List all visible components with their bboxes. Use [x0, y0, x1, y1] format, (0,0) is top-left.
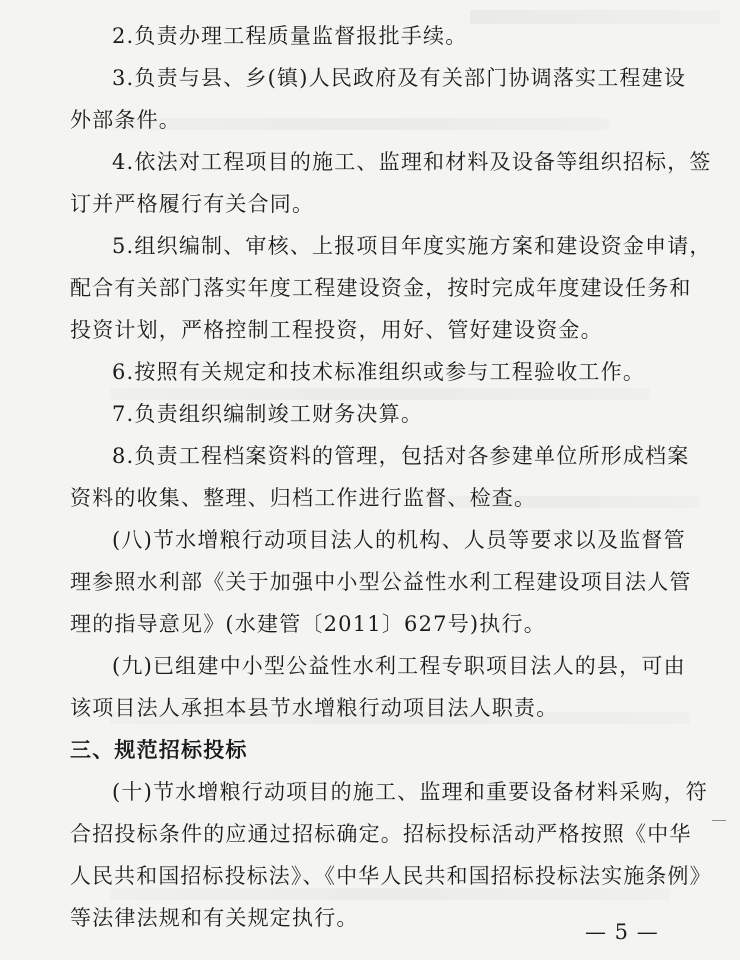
paragraph-line: 5.组织编制、审核、上报项目年度实施方案和建设资金申请， [112, 234, 712, 258]
paragraph-line: 外部条件。 [70, 108, 181, 132]
paragraph-line: 4.依法对工程项目的施工、监理和材料及设备等组织招标，签 [112, 150, 712, 174]
paragraph-line: 等法律法规和有关规定执行。 [70, 906, 359, 930]
paragraph-line: 8.负责工程档案资料的管理，包括对各参建单位所形成档案 [112, 444, 690, 468]
paragraph-line: 人民共和国招标投标法》、《中华人民共和国招标投标法实施条例》 [70, 864, 712, 888]
paragraph-line: 投资计划，严格控制工程投资，用好、管好建设资金。 [70, 318, 603, 342]
paragraph-line: 合招投标条件的应通过招标确定。招标投标活动严格按照《中华 [70, 822, 692, 846]
paragraph-line: 订并严格履行有关合同。 [70, 192, 315, 216]
paragraph-line: 资料的收集、整理、归档工作进行监督、检查。 [70, 486, 537, 510]
paragraph-line: 6.按照有关规定和技术标准组织或参与工程验收工作。 [112, 360, 646, 384]
paragraph-line: 理参照水利部《关于加强中小型公益性水利工程建设项目法人管 [70, 570, 692, 594]
paragraph-line: 配合有关部门落实年度工程建设资金，按时完成年度建设任务和 [70, 276, 692, 300]
paragraph-line: (八)节水增粮行动项目法人的机构、人员等要求以及监督管 [112, 528, 686, 552]
paragraph-line: 7.负责组织编制竣工财务决算。 [112, 402, 424, 426]
page-number: — 5 — [585, 920, 659, 944]
section-heading: 三、规范招标投标 [70, 738, 248, 762]
paragraph-line: (九)已组建中小型公益性水利工程专职项目法人的县，可由 [112, 654, 686, 678]
paragraph-line: 3.负责与县、乡(镇)人民政府及有关部门协调落实工程建设 [112, 66, 687, 90]
paragraph-line: 理的指导意见》(水建管〔2011〕627号)执行。 [70, 612, 546, 636]
paragraph-line: (十)节水增粮行动项目的施工、监理和重要设备材料采购，符 [112, 780, 708, 804]
paragraph-line: 该项目法人承担本县节水增粮行动项目法人职责。 [70, 696, 559, 720]
paragraph-line: 2.负责办理工程质量监督报批手续。 [112, 24, 468, 48]
show-through-texture [110, 388, 650, 400]
margin-mark [712, 820, 726, 821]
